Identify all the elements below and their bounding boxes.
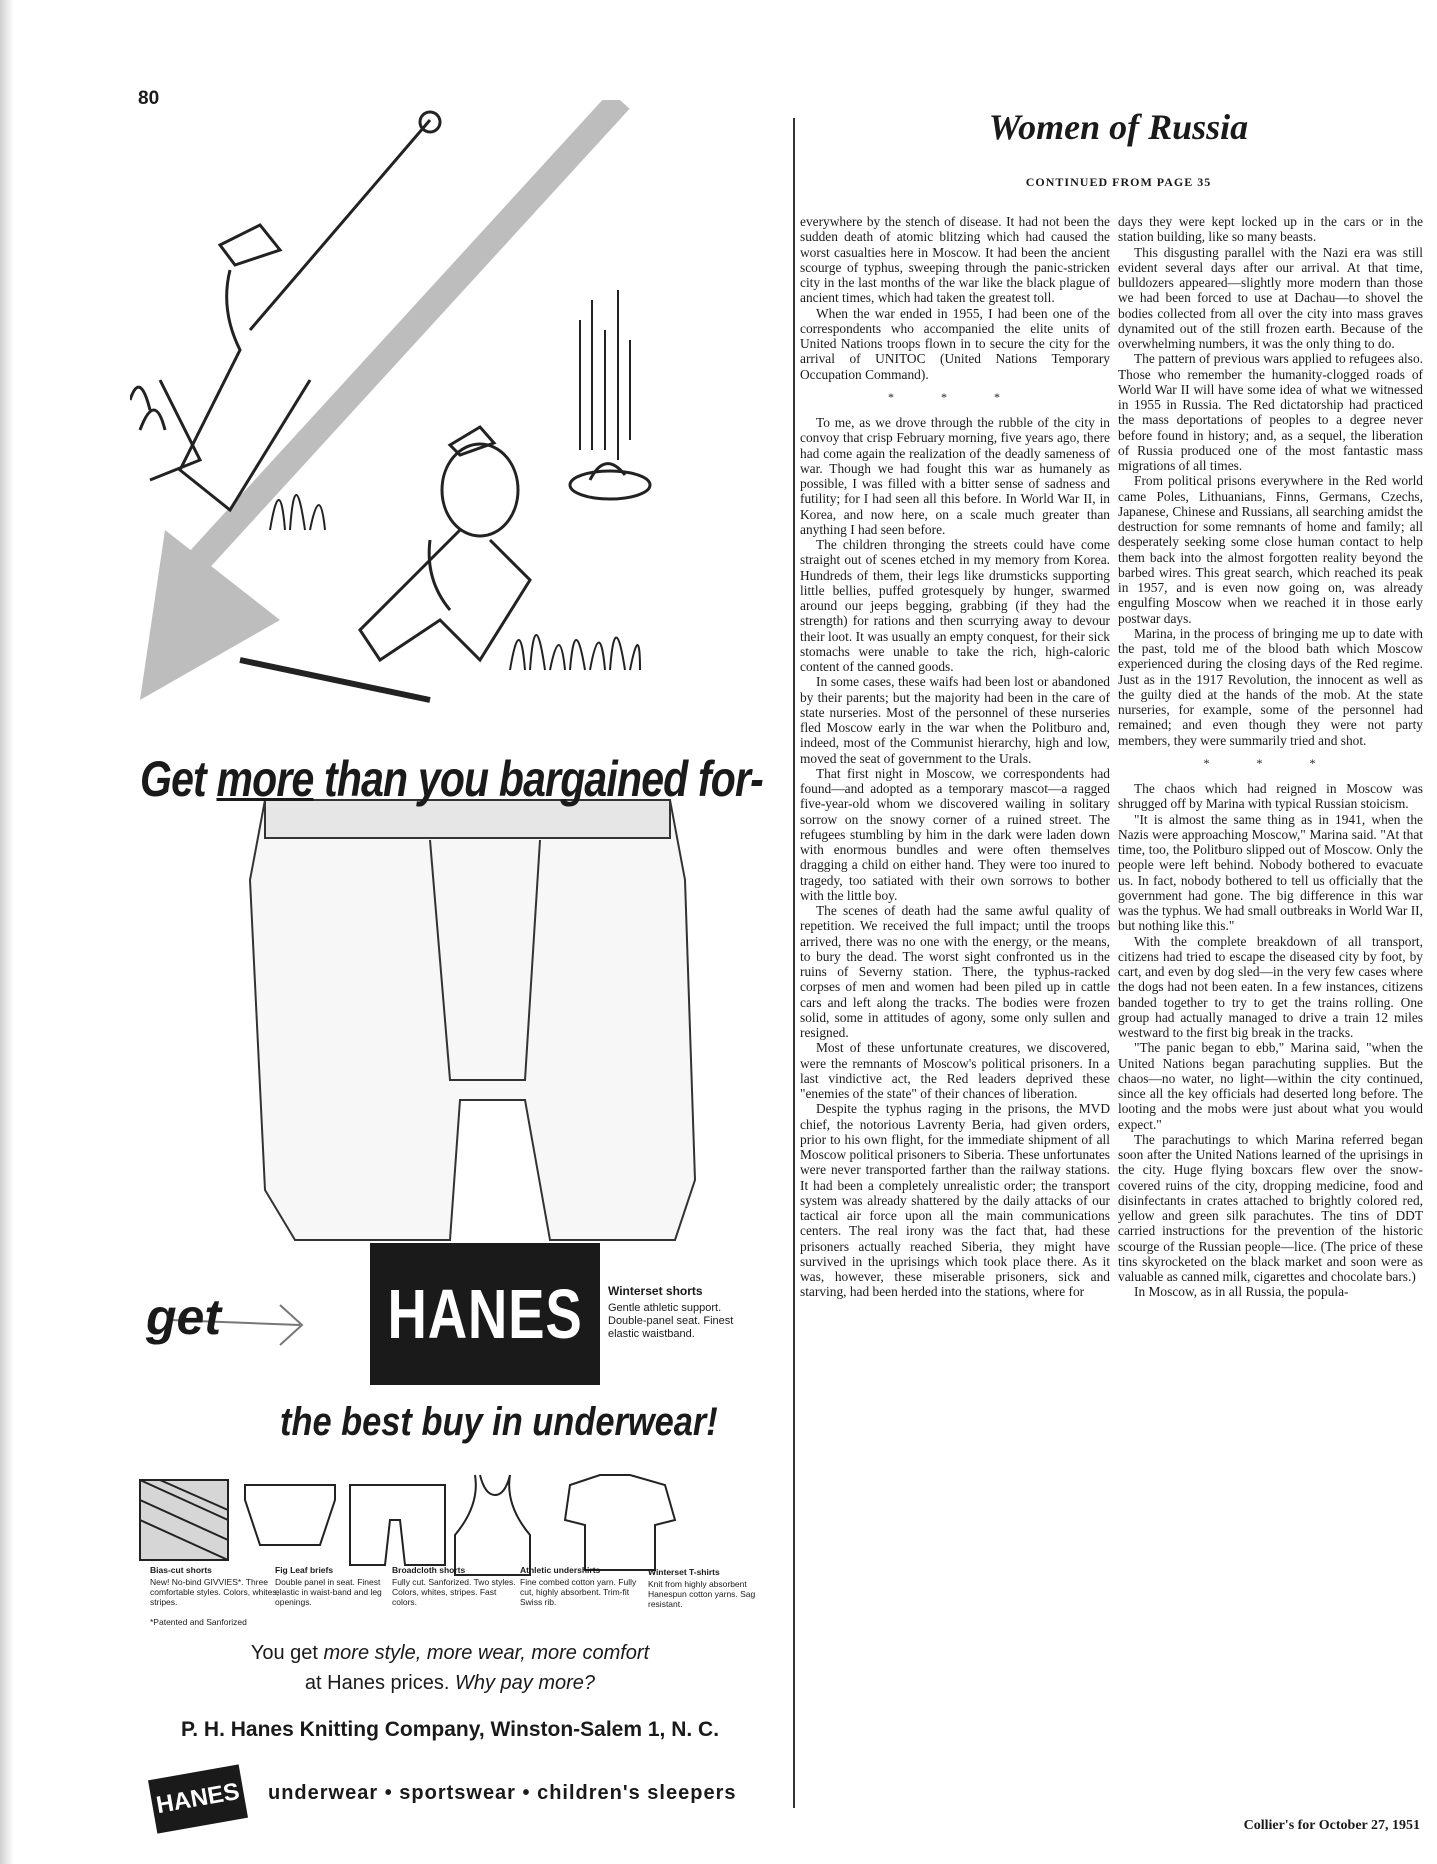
paragraph: When the war ended in 1955, I had been one of the correspondents who accompanied the elite units of United Nations troops flown in to secure the city for the arrival of UNITOC (United Nations Temporary Occupation Command). <box>800 305 1110 382</box>
product-caption: Broadcloth shorts Fully cut. Sanforized. Two styles. Colors, whites, stripes. Fast colors. <box>392 1565 516 1607</box>
hanes-advertisement <box>130 100 770 1760</box>
product-thumbnails <box>140 1475 675 1575</box>
paragraph: The pattern of previous wars applied to refugees also. Those who remember the humanity-clogged roads of World War II will have some idea of what we witnessed in 1955 in Russia. The Red dictatorship had practiced the mass deportations of peoples to a degree never before found in history; and, as a sequel, the liberation of Russia produced one of the most fantastic mass migrations of all times. <box>1118 351 1423 473</box>
best-buy-slogan: the best buy in underwear! <box>280 1400 718 1444</box>
paragraph: In Moscow, as in all Russia, the popula- <box>1134 1284 1349 1300</box>
paragraph: The children thronging the streets could have come straight out of scenes etched in my memory from Korea. Hundreds of them, their legs like drumsticks supporting little bellies, puffed grotesquely by hunger, swarmed around our jeeps begging, grabbing (if they had the strength) for rations and then scurrying away to devour their loot. It was usually an empty conquest, for their sick stomachs were unable to take the rich, high-caloric content of the canned goods. <box>800 537 1110 674</box>
paragraph: This disgusting parallel with the Nazi era was still evident several days after our arrival. At that time, bulldozers appeared—slightly more modern than those we had been forced to use at Dachau—to shovel the bodies collected from all over the city into mass graves dynamited out of the still frozen earth. Because of the overwhelming numbers, it was the only thing to do. <box>1118 244 1423 351</box>
ad-tagline: You get more style, more wear, more comfort at Hanes prices. Why pay more? <box>250 1642 650 1694</box>
product-caption: Athletic undershirts Fine combed cotton yarn. Fully cut, highly absorbent. Trim-fit Swiss rib. <box>520 1565 637 1607</box>
paragraph: With the complete breakdown of all transport, citizens had tried to escape the diseased city by foot, by cart, and even by dog sled—in the very few cases where the dogs had not been eaten. In a few instances, citizens banded together to try to get the trains rolling. One group had actually managed to drive a train 12 miles westward to the first big break in the tracks. <box>1118 933 1423 1040</box>
paragraph: That first night in Moscow, we correspondents had found—and adopted as a temporary mascot—a ragged five-year-old whom we discovered wailing in solitary sorrow on the snowy corner of a ruined street. The refugees stumbling by him in the dark were laden down with enormous bundles and were often themselves dragging a child on either hand. They were too inured to tragedy, too satiated with their own sorrows to bother with the little boy. <box>800 765 1110 903</box>
paragraph: The parachutings to which Marina referred began soon after the United Nations learned of the uprisings in the city. Huge flying boxcars flew over the snow-covered ruins of the city, dropping medicine, food and disinfectants in crates attached to brightly colored red, yellow and green silk parachutes. The tins of DDT carried instructions for the prevention of the historic scourge of the Russian people—lice. (The price of these tins skyrocketed on the black market and soon were as valuable as canned milk, cigarettes and chocolate bars.) <box>1118 1131 1423 1284</box>
footnote: *Patented and Sanforized <box>150 1617 247 1627</box>
paragraph: From political prisons everywhere in the Red world came Poles, Lithuanians, Finns, Germans, Czechs, Japanese, Chinese and Russians, all searching amidst the destruction for some remnants of home and family; all desperately seeking some close human contact to help them back into the almost forgotten reality beyond the barbed wires. This great search, which reached its peak in 1957, and is even now going on, was already engulfing Moscow when we reached it in those early postwar days. <box>1118 473 1423 626</box>
scan-edge <box>0 0 14 1864</box>
paragraph: In some cases, these waifs had been lost or abandoned by their parents; but the majority had been in the care of state nurseries. Most of the personnel of these nurseries fled Moscow early in the war when the Politburo and, indeed, most of the Communist hierarchy, high and low, moved the seat of government to the Urals. <box>800 674 1110 766</box>
article-title: Women of Russia <box>988 107 1249 147</box>
paragraph: To me, as we drove through the rubble of the city in convoy that crisp February morning, five years ago, there had come again the realization of the deadly sameness of war. Though we had fought this war as humanely as possible, I was filled with a bitter sense of sadness and futility; for I had seen all this before. In World War II, in Korea, and now here, on a scale much greater than anything I had seen before. <box>800 415 1110 537</box>
paragraph: The chaos which had reigned in Moscow was shrugged off by Marina with typical Russian stoicism. <box>1118 781 1423 812</box>
section-break: * * * <box>1203 755 1338 770</box>
winterset-shorts-illustration <box>250 800 695 1240</box>
product-caption: Bias-cut shorts New! No-bind GIVVIES*. Three comfortable styles. Colors, whites, stripes. <box>150 1565 279 1607</box>
winterset-feature <box>608 1285 758 1341</box>
feature-title: Winterset shorts <box>608 1284 703 1298</box>
paragraph: Most of these unfortunate creatures, we discovered, were the remnants of Moscow's political prisoners. In a last vindictive act, the Red leaders deprived these "enemies of the state" of their chances of liberation. <box>800 1040 1110 1101</box>
continued-note: CONTINUED FROM PAGE 35 <box>1025 175 1212 189</box>
paragraph: days they were kept locked up in the cars or in the station building, like so many beasts. <box>1118 214 1423 245</box>
product-lines: underwear • sportswear • children's sleepers <box>268 1782 737 1804</box>
product-caption: Winterset T-shirts Knit from highly absorbent Hanespun cotton yarns. Sag resistant. <box>648 1567 756 1609</box>
product-caption: Fig Leaf briefs Double panel in seat. Finest elastic in waist-band and leg openings. <box>275 1565 382 1607</box>
ad-headline: Get more than you bargained for- <box>140 751 764 807</box>
column-divider <box>793 118 795 1808</box>
page-number: 80 <box>138 88 160 109</box>
paragraph: everywhere by the stench of disease. It had not been the sudden death of atomic blitzing which had caused the worst casualties here in Moscow. It had been the ancient scourge of typhus, sweeping through the panic-stricken city in the last months of the war like the black plague of ancient times, which had taken the greatest toll. <box>800 214 1110 306</box>
hanes-logo: HANES <box>148 1764 248 1833</box>
grass-illustration <box>270 290 640 670</box>
company-name: P. H. Hanes Knitting Company, Winston-Salem 1, N. C. <box>180 1718 720 1741</box>
paragraph: "It is almost the same thing as in 1941, when the Nazis were approaching Moscow," Marina said. "At that time, too, the Politburo slipped out of Moscow. Only the people were left behind. Nobody bothered to evacuate us. In fact, nobody bothered to tell us officially that the government had gone. The big difference in this war was the typhus. We had small outbreaks in World War II, but nothing like this." <box>1118 811 1423 934</box>
paragraph: "The panic began to ebb," Marina said, "when the United Nations began parachuting supplies. But the chaos—no water, no light—within the city continued, since all the key officials had deserted long before. The looting and the mobs were just about what you would expect." <box>1118 1040 1423 1132</box>
paragraph: The scenes of death had the same awful quality of repetition. We received the full impact; until the troops arrived, there was no one with the energy, or the means, to bury the dead. The worst sight confronted us in the ruins of Severny station. There, the typhus-racked corpses of men and women had been piled up in cattle cars and left along the tracks. The bodies were frozen solid, some in attitudes of agony, some only sullen and resigned. <box>800 903 1110 1040</box>
paragraph: Despite the typhus raging in the prisons, the MVD chief, the notorious Lavrenty Beria, had given orders, prior to his own flight, for the immediate shipment of all Moscow political prisoners to Siberia. These unfortunates were never transported farther than the railway stations. It had been a completely unrealistic order; the transport system was already shattered by the daily attacks of our tactical air force upon all the main communications centers. The real irony was the fact that, had these prisoners actually reached Siberia, they might have survived in the uprisings which took place there. As it was, however, these miserable prisoners, sick and starving, had been herded into the stations, where for <box>800 1101 1110 1300</box>
section-break: * * * <box>888 389 1022 404</box>
paragraph: Marina, in the process of bringing me up to date with the past, told me of the blood bath which Moscow experienced during the closing days of the Red regime. Just as in the 1917 Revolution, the innocent as well as the guilty died at the hands of the mob. At the state nurseries, for example, some of the personnel had remained; and even though they were not party members, they were summarily tried and shot. <box>1118 625 1423 748</box>
hanes-brand-box: HANES <box>370 1243 600 1385</box>
article-column-1 <box>800 214 1110 1300</box>
ad-illustration <box>130 100 770 1760</box>
feature-text: Gentle athletic support. Double-panel seat. Finest elastic waistband. <box>608 1302 734 1340</box>
victim-illustration <box>240 427 650 700</box>
article-column-2 <box>1118 214 1423 1300</box>
get-word: get <box>146 1289 221 1345</box>
magazine-credit: Collier's for October 27, 1951 <box>1243 1818 1420 1833</box>
